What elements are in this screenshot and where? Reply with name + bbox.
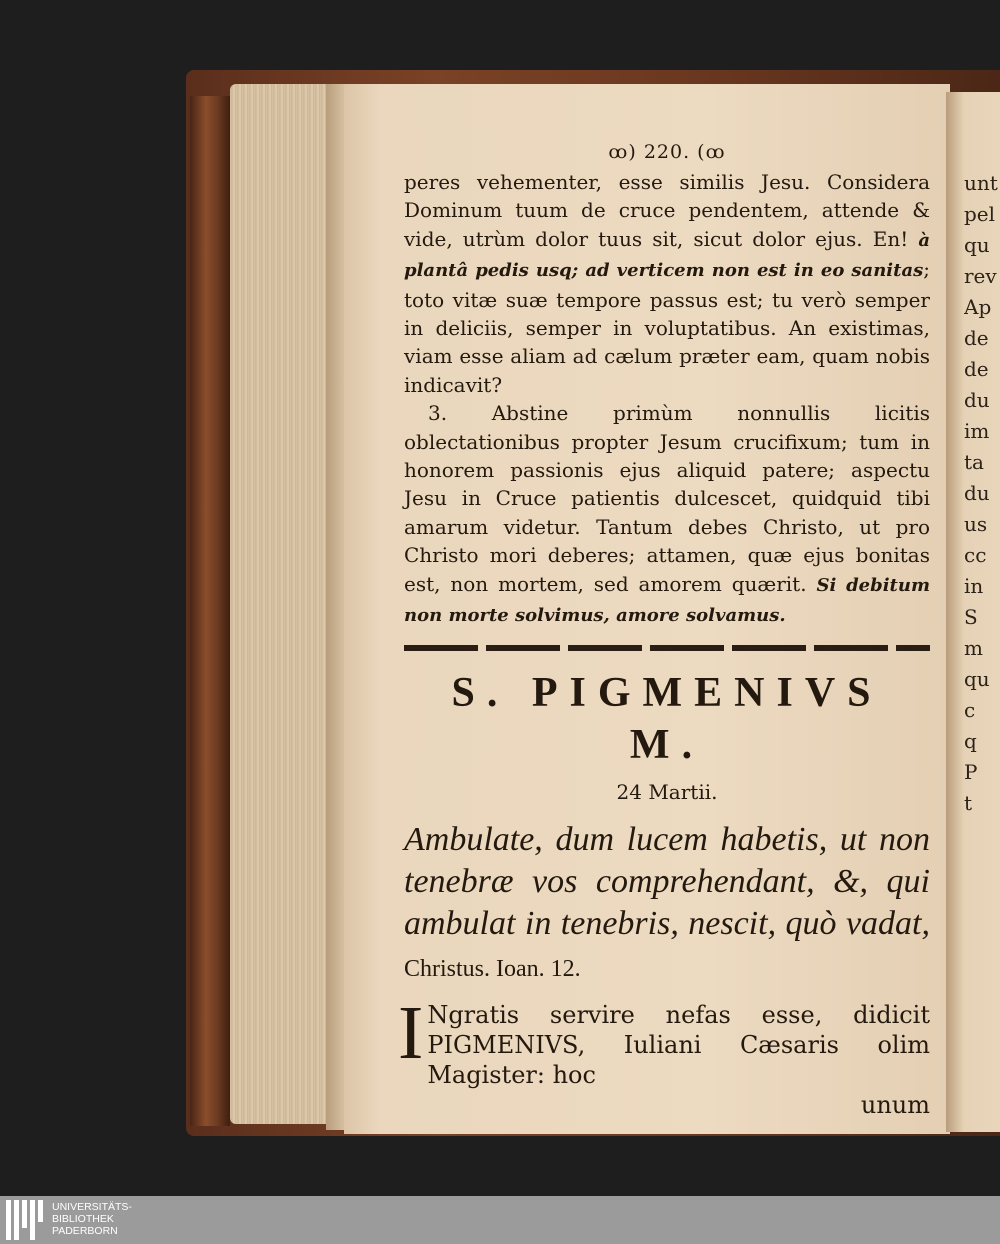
paragraph-1-quote: à plantâ pedis usq; ad verticem non est in eo sanitas xyxy=(404,229,930,282)
library-name-line2: BIBLIOTHEK xyxy=(52,1213,114,1225)
library-logo-icon xyxy=(6,1200,46,1240)
paragraph-1-text: peres vehementer, esse similis Jesu. Considera Dominum tuum de cruce pendentem, attende & vide, utrùm dolor tuus sit, sicut dolor ejus. En! xyxy=(404,170,930,251)
library-footer xyxy=(0,1196,1000,1244)
library-name-line1: UNIVERSITÄTS- xyxy=(52,1201,132,1213)
paragraph-2-text: 3. Abstine primùm nonnullis licitis oblectationibus propter Jesum crucifixum; tum in honorem passionis ejus aliquid patere; aspectu Jesu in Cruce patientis dulcescet, quidquid tibi amarum videtur. Tantum debes Christo, ut pro Christo mori deberes; attamen, quæ ejus bonitas est, non mortem, sed amorem quærit. xyxy=(404,401,930,596)
catchword: unum xyxy=(860,1090,930,1119)
scripture-quote xyxy=(404,819,930,990)
body-paragraph xyxy=(398,990,930,1090)
paragraph-2 xyxy=(404,399,930,630)
book-spine xyxy=(190,96,230,1126)
body-text: Ngratis servire nefas esse, didicit PIGMENIVS, Iuliani Cæsaris olim Magister: hoc xyxy=(427,1000,930,1089)
page-header: ꝏ) 220. (ꝏ xyxy=(608,141,726,163)
feast-date: 24 Martii. xyxy=(616,779,718,804)
right-page-text: unt pel qu rev Ap de de du im ta du us cc in S m qu c q P t xyxy=(964,171,998,815)
section-title: S. PIGMENIVS M. xyxy=(451,669,883,768)
paragraph-2-quote: Si debitum non morte solvimus, amore solvamus. xyxy=(404,574,931,627)
page-text-block xyxy=(398,136,931,1120)
quote-text: Ambulate, dum lucem habetis, ut non tenebræ vos comprehendant, &, qui ambulat in tenebris, nescit, quò vadat, xyxy=(404,820,930,942)
library-name-line3: PADERBORN xyxy=(52,1225,118,1237)
paragraph-1-end: ; toto vitæ suæ tempore passus est; tu verò semper in deliciis, semper in voluptatibus. An existimas, viam esse aliam ad cælum præter eam, quam nobis indicavit? xyxy=(404,257,930,397)
paragraph-1 xyxy=(404,168,930,399)
quote-source: Christus. Ioan. 12. xyxy=(404,955,581,982)
library-name xyxy=(52,1201,132,1237)
ornamental-rule xyxy=(404,645,930,651)
drop-cap: I xyxy=(398,990,424,1075)
